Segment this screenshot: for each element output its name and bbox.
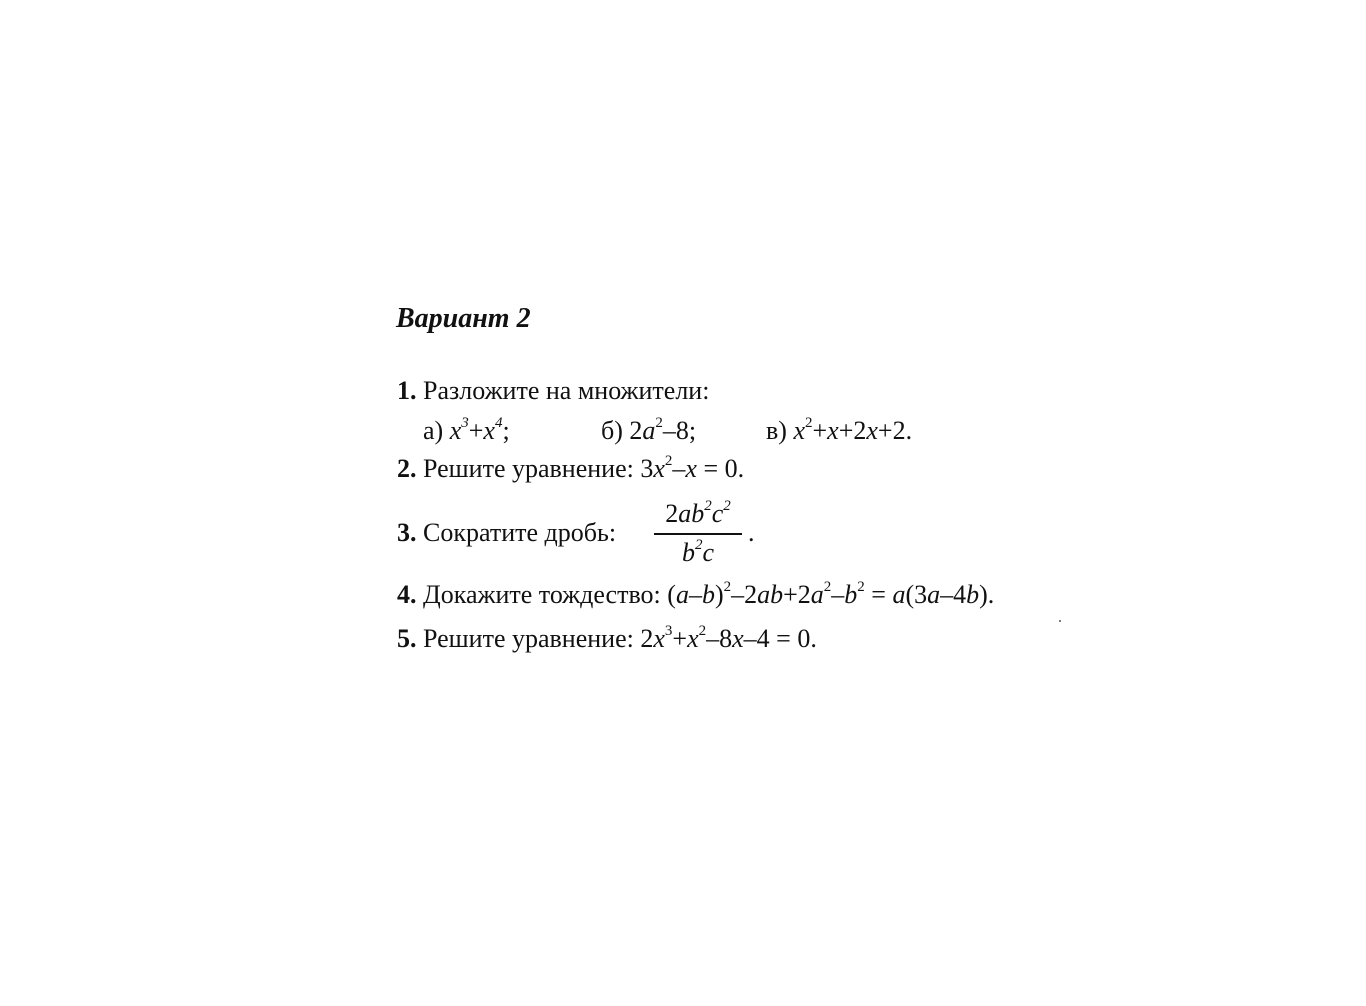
part-expression: $2a^2-8$; bbox=[629, 415, 697, 445]
fraction-numerator: $2ab^2c^2$ bbox=[665, 498, 731, 528]
task-text: Разложите на множители: bbox=[423, 376, 710, 405]
task-text: Решите уравнение: bbox=[423, 454, 634, 483]
variant-title: Вариант 2 bbox=[396, 303, 531, 334]
fraction-denominator: $b^2c$ bbox=[681, 537, 715, 567]
task-expression: $3x^2-x = 0$. bbox=[640, 453, 745, 483]
task-number: 1. bbox=[397, 376, 417, 405]
part-expression: $x^2+x+2x+2$. bbox=[793, 415, 913, 445]
task-expression: $2x^3+x^2-8x-4 = 0$. bbox=[640, 623, 817, 653]
part-label: в) bbox=[766, 416, 787, 445]
task-text: Сократите дробь: bbox=[423, 518, 617, 547]
fraction-bar bbox=[654, 533, 742, 535]
task-number: 2. bbox=[397, 454, 417, 483]
part-label: а) bbox=[423, 416, 444, 445]
task-1-part-a: а) $x^3+x^4$; bbox=[423, 415, 510, 445]
fraction-end-period: . bbox=[748, 518, 755, 547]
task-expression: $(a-b)^2-2ab+2a^2-b^2 = a(3a-4b)$. bbox=[667, 579, 995, 609]
task-2 bbox=[397, 454, 744, 484]
part-expression: $x^3$ bbox=[449, 415, 469, 445]
task-number: 4. bbox=[397, 580, 417, 609]
task-1 bbox=[397, 376, 709, 406]
task-text: Докажите тождество: bbox=[423, 580, 661, 609]
task-number: 3. bbox=[397, 518, 417, 547]
part-label: б) bbox=[601, 416, 623, 445]
task-1-part-b bbox=[601, 416, 696, 446]
task-text: Решите уравнение: bbox=[423, 624, 634, 653]
task-1-part-c bbox=[766, 416, 912, 446]
task-4 bbox=[397, 580, 994, 610]
fraction bbox=[654, 497, 742, 569]
task-3 bbox=[397, 518, 616, 548]
scan-speck bbox=[1059, 620, 1061, 622]
task-5 bbox=[397, 624, 817, 654]
task-number: 5. bbox=[397, 624, 417, 653]
